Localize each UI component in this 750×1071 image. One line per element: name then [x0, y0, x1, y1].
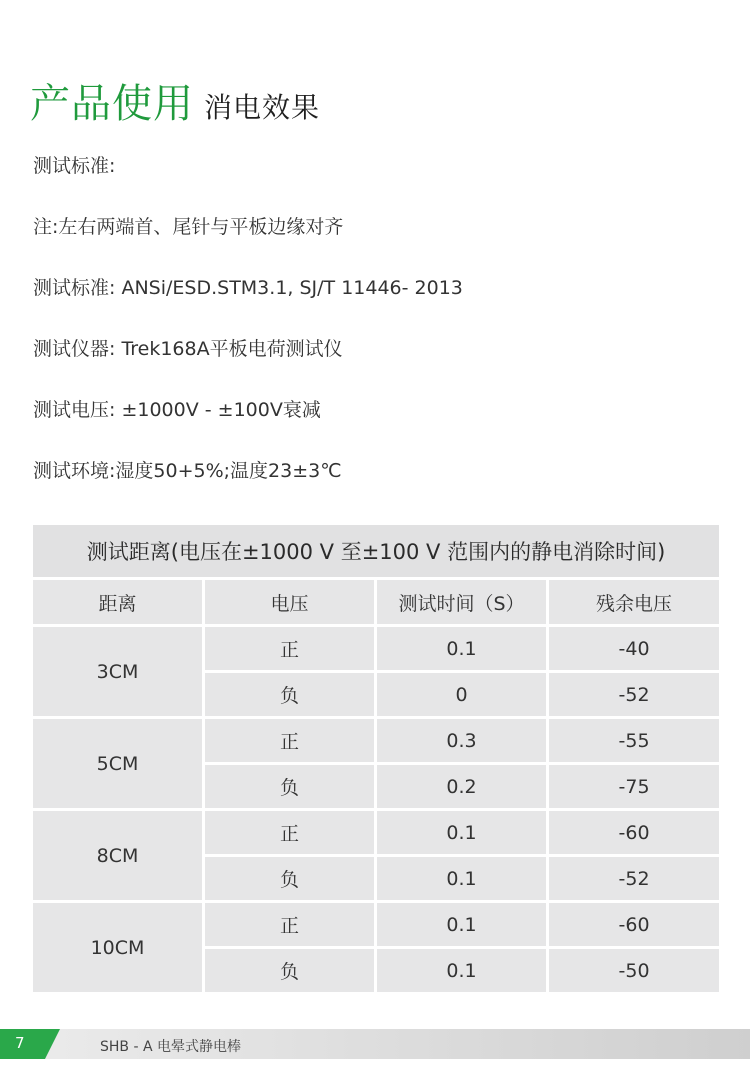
cell-time: 0.1 — [376, 810, 548, 856]
cell-residual: -52 — [548, 672, 721, 718]
cell-time: 0.1 — [376, 948, 548, 994]
cell-distance: 3CM — [32, 626, 204, 718]
header-voltage: 电压 — [204, 579, 376, 626]
info-test-instrument: 测试仪器: Trek168A平板电荷测试仪 — [33, 338, 343, 360]
cell-residual: -52 — [548, 856, 721, 902]
cell-time: 0.1 — [376, 856, 548, 902]
table-row — [32, 718, 721, 764]
cell-residual: -55 — [548, 718, 721, 764]
footer-product-name: SHB - A 电晕式静电棒 — [100, 1039, 241, 1055]
cell-time: 0 — [376, 672, 548, 718]
table-caption: 测试距离(电压在±1000 V 至±100 V 范围内的静电消除时间) — [32, 524, 721, 579]
cell-distance: 8CM — [32, 810, 204, 902]
table-row — [32, 810, 721, 856]
header-test-time: 测试时间（S） — [376, 579, 548, 626]
cell-distance: 10CM — [32, 902, 204, 994]
title-sub: 消电效果 — [204, 91, 321, 124]
title-main: 产品使用 — [30, 81, 194, 127]
cell-time: 0.2 — [376, 764, 548, 810]
cell-polarity: 正 — [204, 718, 376, 764]
header-residual-voltage: 残余电压 — [548, 579, 721, 626]
cell-polarity: 负 — [204, 948, 376, 994]
page-number: 7 — [15, 1034, 25, 1052]
info-test-standard-heading: 测试标准: — [33, 155, 116, 177]
cell-polarity: 负 — [204, 856, 376, 902]
cell-polarity: 正 — [204, 902, 376, 948]
cell-polarity: 正 — [204, 810, 376, 856]
discharge-results-table — [30, 522, 722, 995]
table-row — [32, 626, 721, 672]
cell-residual: -60 — [548, 810, 721, 856]
cell-distance: 5CM — [32, 718, 204, 810]
info-test-environment: 测试环境:湿度50+5%;温度23±3℃ — [33, 460, 342, 482]
info-test-voltage: 测试电压: ±1000V - ±100V衰减 — [33, 399, 321, 421]
cell-residual: -40 — [548, 626, 721, 672]
cell-time: 0.1 — [376, 902, 548, 948]
cell-polarity: 负 — [204, 672, 376, 718]
cell-polarity: 正 — [204, 626, 376, 672]
cell-time: 0.3 — [376, 718, 548, 764]
info-note: 注:左右两端首、尾针与平板边缘对齐 — [33, 216, 344, 238]
header-distance: 距离 — [32, 579, 204, 626]
cell-polarity: 负 — [204, 764, 376, 810]
cell-time: 0.1 — [376, 626, 548, 672]
cell-residual: -50 — [548, 948, 721, 994]
cell-residual: -75 — [548, 764, 721, 810]
page-title — [30, 72, 320, 129]
cell-residual: -60 — [548, 902, 721, 948]
page-footer — [0, 1029, 750, 1059]
table-row — [32, 902, 721, 948]
info-test-standard: 测试标准: ANSi/ESD.STM3.1, SJ/T 11446- 2013 — [33, 277, 463, 299]
